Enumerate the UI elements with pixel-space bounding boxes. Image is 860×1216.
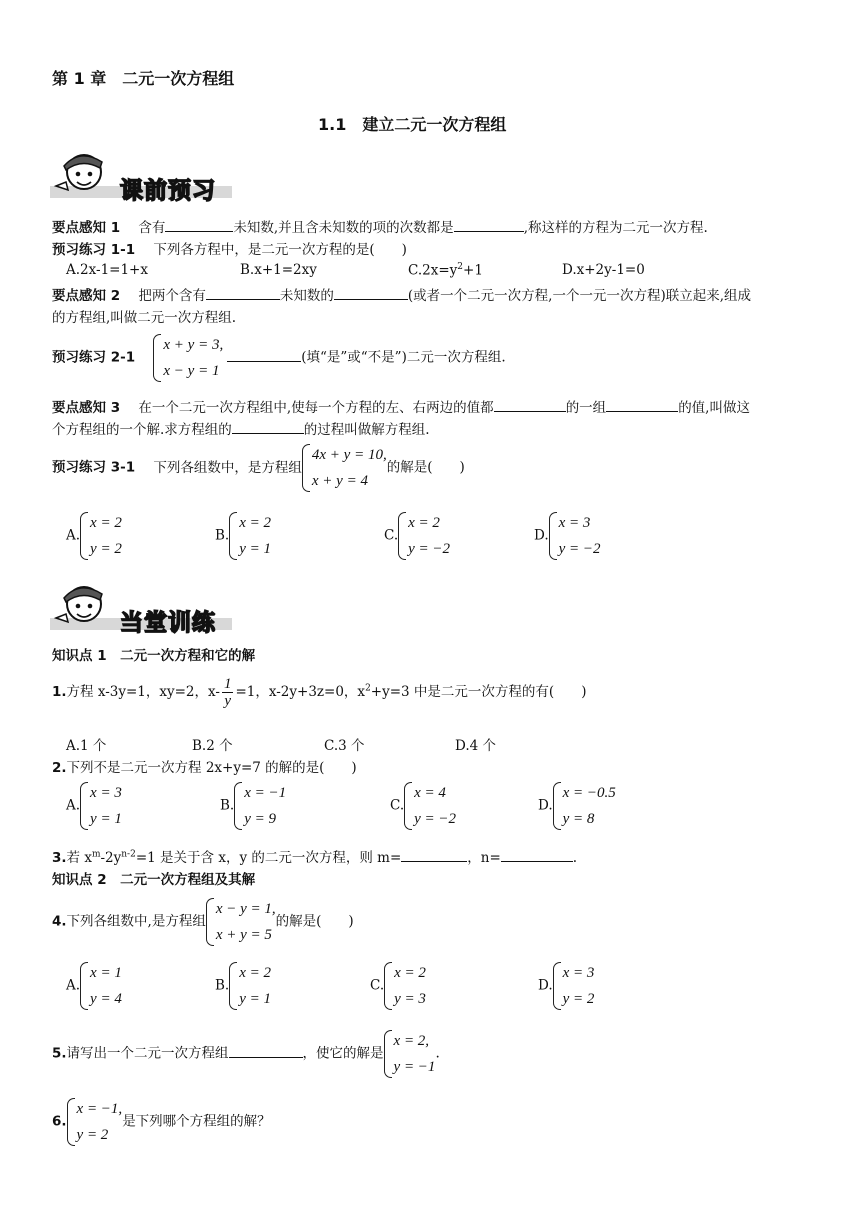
option-b[interactable] (220, 780, 286, 832)
key-point-1-label: 要点感知 1 (52, 220, 121, 236)
option-a[interactable]: A.2x-1=1+x (66, 262, 148, 278)
option-c[interactable] (384, 510, 450, 562)
question-number: 2. (52, 760, 67, 776)
banner-practice-text: 当堂训练 (120, 610, 216, 636)
equation-1: x − y = 1, (215, 901, 276, 917)
question-2 (52, 756, 357, 776)
answer-blank[interactable] (501, 847, 573, 862)
key-point-1-text-a: 含有 (138, 220, 166, 236)
answer-blank[interactable] (401, 847, 467, 862)
answer-blank[interactable] (334, 285, 408, 300)
key-point-3-line2b: 的过程叫做解方程组. (303, 422, 430, 438)
question-5-text-a: 请写出一个二元一次方程组 (66, 1045, 229, 1062)
question-number: 5. (52, 1045, 67, 1062)
option-d[interactable]: D.x+2y-1=0 (562, 262, 645, 278)
y-value: y = 2 (562, 991, 595, 1007)
superscript: 2 (365, 683, 371, 694)
option-letter: B. (215, 527, 230, 544)
solution-system (553, 780, 616, 832)
solution-system (229, 510, 271, 562)
key-point-2-line2: 的方程组,叫做二元一次方程组. (52, 310, 237, 326)
practice-2-1-text: (填“是”或“不是”)二元一次方程组. (301, 349, 506, 366)
knowledge-point-1: 知识点 1 二元一次方程和它的解 (52, 648, 256, 664)
key-point-1-text-b: 未知数,并且含未知数的项的次数都是 (233, 220, 454, 236)
question-1 (52, 676, 586, 709)
key-point-2-label: 要点感知 2 (52, 288, 121, 304)
solution-system (398, 510, 450, 562)
question-3-text-e: . (572, 850, 578, 866)
option-d[interactable] (538, 780, 616, 832)
key-point-3-line2a: 个方程组的一个解.求方程组的 (52, 422, 232, 438)
x-value: x = 2 (239, 515, 271, 531)
option-b[interactable] (215, 510, 271, 562)
solution-system (80, 960, 122, 1012)
question-3-text-a: 若 x (66, 850, 92, 866)
key-point-1-text-c: ,称这样的方程为二元一次方程. (523, 220, 708, 236)
equation-2: x + y = 4 (311, 473, 368, 489)
option-c-tail: +1 (463, 262, 483, 279)
x-value: x = 2 (239, 965, 271, 981)
option-c[interactable] (390, 780, 456, 832)
answer-blank[interactable] (606, 397, 678, 412)
y-value: y = 2 (90, 541, 122, 557)
denominator: y (224, 693, 232, 709)
equation-system (206, 896, 276, 948)
option-letter: C. (390, 797, 405, 814)
practice-3-1-label: 预习练习 3-1 (52, 459, 136, 476)
question-1-text-c: +y=3 中是二元一次方程的有( ) (370, 684, 587, 700)
y-value: y = 3 (394, 991, 426, 1007)
question-number: 3. (52, 850, 67, 866)
question-1-text-b: =1，x-2y+3z=0，x (235, 684, 366, 700)
superscript: n-2 (121, 849, 136, 860)
practice-3-1-text-a: 下列各组数中，是方程组 (153, 459, 302, 476)
answer-blank[interactable] (454, 217, 524, 232)
key-point-3-line2 (52, 418, 430, 438)
practice-2-1-label: 预习练习 2-1 (52, 349, 136, 366)
x-value: x = 3 (558, 515, 591, 531)
option-d[interactable]: D.4 个 (455, 738, 497, 754)
practice-1-1-label: 预习练习 1-1 (52, 242, 136, 258)
option-b[interactable]: B.x+1=2xy (240, 262, 317, 278)
option-letter: D. (538, 797, 553, 814)
equation-2: y = −1 (393, 1059, 436, 1075)
equation-1: 4x + y = 10, (311, 447, 387, 463)
option-b[interactable]: B.2 个 (192, 738, 233, 754)
key-point-3-text-c: 的值,叫做这 (678, 400, 750, 416)
answer-blank[interactable] (206, 285, 280, 300)
equation-system (302, 442, 387, 494)
superscript: m (91, 849, 101, 860)
question-6-text: 是下列哪个方程组的解？ (122, 1113, 271, 1130)
option-letter: A. (66, 977, 81, 994)
option-letter: D. (538, 977, 553, 994)
x-value: x = 1 (90, 965, 122, 981)
question-4 (52, 896, 354, 948)
equation-2: y = 2 (76, 1127, 109, 1143)
solution-system (80, 780, 122, 832)
y-value: y = 4 (90, 991, 122, 1007)
question-number: 4. (52, 913, 67, 930)
y-value: y = 1 (90, 811, 122, 827)
question-3-text-c: =1 是关于含 x，y 的二元一次方程，则 m= (135, 850, 402, 866)
question-6 (52, 1096, 271, 1148)
y-value: y = −2 (558, 541, 601, 557)
option-c[interactable] (370, 960, 426, 1012)
answer-blank[interactable] (229, 1043, 303, 1058)
knowledge-point-2: 知识点 2 二元一次方程组及其解 (52, 872, 256, 888)
key-point-2-text-a: 把两个含有 (138, 288, 206, 304)
option-a[interactable] (66, 780, 122, 832)
option-d[interactable] (534, 510, 601, 562)
y-value: y = −2 (408, 541, 451, 557)
x-value: x = −0.5 (562, 785, 616, 801)
answer-blank[interactable] (232, 419, 304, 434)
option-letter: C. (384, 527, 399, 544)
question-1-text-a: 方程 x-3y=1，xy=2，x- (66, 684, 220, 700)
key-point-2 (52, 284, 751, 304)
solution-system (384, 960, 426, 1012)
solution-system (80, 510, 122, 562)
option-a[interactable] (66, 960, 122, 1012)
x-value: x = 2 (394, 965, 426, 981)
question-3-text-b: -2y (100, 850, 122, 866)
option-letter: A. (66, 527, 81, 544)
x-value: x = 4 (414, 785, 446, 801)
question-3-text-d: ，n= (467, 850, 501, 866)
y-value: y = 1 (239, 991, 271, 1007)
key-point-2-text-b: 未知数的 (279, 288, 334, 304)
solution-system (229, 960, 271, 1012)
practice-1-1 (52, 238, 407, 258)
solution-system (549, 510, 601, 562)
fraction (222, 676, 234, 709)
equation-1: x = −1, (76, 1101, 123, 1117)
option-c[interactable] (408, 262, 483, 279)
x-value: x = 3 (90, 785, 122, 801)
equation-system (153, 332, 223, 384)
solution-system (553, 960, 595, 1012)
y-value: y = 9 (244, 811, 276, 827)
question-number: 1. (52, 684, 67, 700)
question-4-text-b: 的解是( ) (275, 913, 354, 930)
option-d[interactable] (538, 960, 594, 1012)
practice-3-1-text-b: 的解是( ) (386, 459, 465, 476)
answer-blank[interactable] (494, 397, 566, 412)
option-letter: D. (534, 527, 549, 544)
option-letter: B. (220, 797, 235, 814)
answer-blank[interactable] (227, 347, 301, 362)
banner-preview-text: 课前预习 (120, 178, 216, 204)
option-b[interactable] (215, 960, 271, 1012)
option-letter: A. (66, 797, 81, 814)
key-point-3-text-b: 的一组 (565, 400, 607, 416)
x-value: x = 3 (562, 965, 595, 981)
option-c[interactable]: C.3 个 (324, 738, 365, 754)
x-value: x = 2 (408, 515, 440, 531)
y-value: y = −2 (414, 811, 457, 827)
option-letter: C. (370, 977, 385, 994)
key-point-3-label: 要点感知 3 (52, 400, 121, 416)
superscript: 2 (457, 262, 464, 272)
section-title: 1.1 建立二元一次方程组 (318, 115, 507, 134)
practice-1-1-text: 下列各方程中，是二元一次方程的是( ) (153, 242, 407, 258)
equation-1: x + y = 3, (163, 337, 224, 353)
solution-system (404, 780, 456, 832)
y-value: y = 8 (562, 811, 595, 827)
equation-system (67, 1096, 123, 1148)
answer-blank[interactable] (165, 217, 233, 232)
key-point-2-text-c: (或者一个二元一次方程,一个一元一次方程)联立起来,组成 (407, 288, 752, 304)
key-point-3 (52, 396, 750, 416)
question-3 (52, 846, 577, 866)
question-5-text-c: . (435, 1045, 440, 1062)
equation-2: x − y = 1 (163, 363, 220, 379)
equation-1: x = 2, (393, 1033, 430, 1049)
key-point-3-text-a: 在一个二元一次方程组中,使每一个方程的左、右两边的值都 (138, 400, 494, 416)
question-5 (52, 1028, 440, 1080)
x-value: x = 2 (90, 515, 122, 531)
chapter-title: 第 1 章 二元一次方程组 (52, 69, 235, 88)
practice-2-1 (52, 332, 506, 384)
question-5-text-b: ，使它的解是 (302, 1045, 384, 1062)
x-value: x = −1 (244, 785, 287, 801)
option-c-text: C.2x=y (408, 262, 458, 279)
solution-system (234, 780, 286, 832)
option-letter: B. (215, 977, 230, 994)
numerator: 1 (223, 676, 232, 692)
key-point-1 (52, 216, 708, 236)
option-a[interactable] (66, 510, 122, 562)
equation-2: x + y = 5 (215, 927, 272, 943)
practice-3-1 (52, 442, 465, 494)
banner-preview (50, 146, 232, 204)
banner-practice (50, 578, 232, 636)
question-number: 6. (52, 1113, 67, 1130)
y-value: y = 1 (239, 541, 271, 557)
question-2-text: 下列不是二元一次方程 2x+y=7 的解的是( ) (66, 760, 357, 776)
question-4-text-a: 下列各组数中,是方程组 (66, 913, 206, 930)
option-a[interactable]: A.1 个 (66, 738, 107, 754)
equation-system (384, 1028, 436, 1080)
